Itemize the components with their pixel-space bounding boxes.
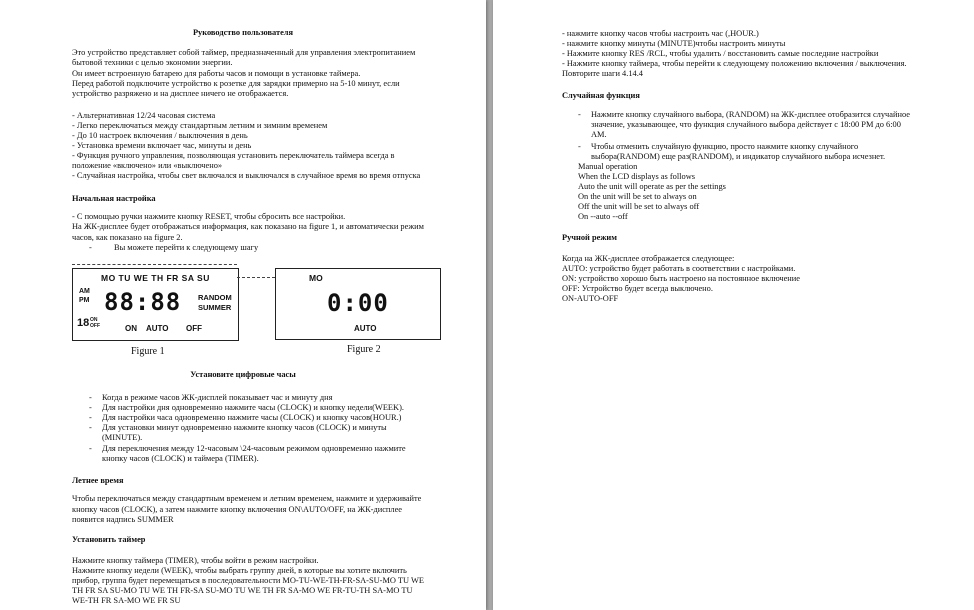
summer-line: кнопку часов (CLOCK), а затем нажмите кнопку включения ON\AUTO/OFF, на ЖК-дисплее <box>72 505 403 514</box>
feature-item: - Легко переключаться между стандартным летним и зимним временем <box>72 121 328 130</box>
clock-item: Для настройки часа одновременно нажмите часы (CLOCK) и кнопку часов(HOUR.) <box>102 413 402 422</box>
english-line: Off the unit will be set to always off <box>578 202 700 211</box>
lcd-summer: SUMMER <box>198 303 232 312</box>
figure-2-caption: Figure 2 <box>347 344 381 355</box>
feature-item: - Функция ручного управления, позволяющая установить переключатель таймера всегда в <box>72 151 395 160</box>
manual-line: ON-AUTO-OFF <box>562 294 619 303</box>
timer-step: - нажмите кнопку минуты (MINUTE)чтобы настроить минуты <box>562 39 786 48</box>
lcd-days: MO TU WE TH FR SA SU <box>101 273 210 283</box>
intro-line: Это устройство представляет собой таймер, предназначенный для управления электропитанием <box>72 48 416 57</box>
lcd-on-small: ON <box>90 317 98 323</box>
timer-line: WE-TH FR SA-MO WE FR SU <box>72 596 181 605</box>
intro-line: Перед работой подключите устройство к розетке для зарядки примерно на 5-10 минут, если <box>72 79 400 88</box>
figure-divider <box>72 264 237 265</box>
bullet-dash: - <box>89 243 92 252</box>
clock-item: кнопку часов (CLOCK) и таймера (TIMER). <box>102 454 259 463</box>
feature-item: - Альтернативная 12/24 часовая система <box>72 111 216 120</box>
bullet-dash: - <box>578 110 581 119</box>
lcd-pm: PM <box>79 297 90 304</box>
random-item: выбора(RANDOM) еще раз(RANDOM), и индикатор случайного выбора исчезнет. <box>591 152 886 161</box>
timer-step: Повторите шаги 4.14.4 <box>562 69 643 78</box>
timer-line: TH FR SA SU-MO TU WE TH FR-SA SU-MO TU WE TH FR SA-MO WE FR-TU-TH SA-MO TU <box>72 586 413 595</box>
lcd-auto: AUTO <box>354 324 377 333</box>
random-item: AM. <box>591 130 607 139</box>
lcd-figure-1 <box>72 268 239 341</box>
document-page-right <box>493 0 974 610</box>
section-heading-random: Случайная функция <box>562 91 640 100</box>
intro-line: Он имеет встроенную батарею для работы часов и помощи в установке таймера. <box>72 69 361 78</box>
random-item: Чтобы отменить случайную функцию, просто нажмите кнопку случайного <box>591 142 859 151</box>
feature-item: - Случайная настройка, чтобы свет включался и выключался в случайное время во время отпуска <box>72 171 421 180</box>
lcd-random: RANDOM <box>198 293 232 302</box>
english-line: When the LCD displays as follows <box>578 172 696 181</box>
bullet-dash: - <box>89 444 92 453</box>
lcd-auto: AUTO <box>146 324 169 333</box>
random-item: значение, указывающее, что функция случайного выбора действует с 18:00 PM до 6:00 <box>591 120 901 129</box>
section-heading-manual: Ручной режим <box>562 233 617 242</box>
section-heading-timer: Установить таймер <box>72 535 146 544</box>
figure-connector <box>237 277 275 278</box>
feature-item: - Установка времени включает час, минуты и день <box>72 141 252 150</box>
manual-line: AUTO: устройство будет работать в соответствии с настройками. <box>562 264 796 273</box>
document-page-left <box>0 0 486 610</box>
lcd-on: ON <box>125 324 137 333</box>
clock-item: Когда в режиме часов ЖК-дисплей показывает час и минуту дня <box>102 393 333 402</box>
feature-item: - До 10 настроек включения / выключения в день <box>72 131 248 140</box>
clock-item: Для установки минут одновременно нажмите кнопку часов (CLOCK) и минуты <box>102 423 387 432</box>
figure-1-caption: Figure 1 <box>131 346 165 357</box>
timer-line: Нажмите кнопку недели (WEEK), чтобы выбрать группу дней, в которые вы хотите включить <box>72 566 407 575</box>
bullet-dash: - <box>578 142 581 151</box>
lcd-off-small: OFF <box>90 323 100 329</box>
clock-item: Для настройки дня одновременно нажмите часы (CLOCK) и кнопку недели(WEEK). <box>102 403 404 412</box>
random-item: Нажмите кнопку случайного выбора, (RANDOM) на ЖК-дисплее отобразится случайное <box>591 110 910 119</box>
section-heading-summer: Летнее время <box>72 476 124 485</box>
timer-step: - Нажмите кнопку таймера, чтобы перейти к следующему положению включения / выключения. <box>562 59 907 68</box>
english-line: Manual operation <box>578 162 638 171</box>
initial-line: - С помощью ручки нажмите кнопку RESET, чтобы сбросить все настройки. <box>72 212 346 221</box>
clock-item: Для переключения между 12-часовым \24-часовым режимом одновременно нажмите <box>102 444 406 453</box>
summer-line: Чтобы переключаться между стандартным временем и летним временем, нажмите и удерживайте <box>72 494 422 503</box>
initial-bullet: Вы можете перейти к следующему шагу <box>114 243 259 252</box>
lcd-day: MO <box>309 273 323 283</box>
timer-line: Нажмите кнопку таймера (TIMER), чтобы войти в режим настройки. <box>72 556 319 565</box>
lcd-figure-2 <box>275 268 441 340</box>
lcd-time-digits: 0:00 <box>327 289 389 317</box>
manual-line: OFF: Устройство будет всегда выключено. <box>562 284 713 293</box>
manual-line: Когда на ЖК-дисплее отображается следующее: <box>562 254 735 263</box>
lcd-time-digits: 88:88 <box>104 288 182 316</box>
bullet-dash: - <box>89 393 92 402</box>
intro-line: устройство разряжено и на дисплее ничего не отображается. <box>72 89 289 98</box>
intro-line: бытовой техники с целью экономии энергии. <box>72 58 233 67</box>
initial-line: часов, как показано на figure 2. <box>72 233 183 242</box>
timer-step: - нажмите кнопку часов чтобы настроить час (,HOUR.) <box>562 29 759 38</box>
manual-line: ON: устройство хорошо быть настроено на постоянное включение <box>562 274 800 283</box>
timer-line: прибор, группа будет перемещаться в последовательности MO-TU-WE-TH-FR-SA-SU-MO TU WE <box>72 576 425 585</box>
feature-item: положение «включено» или «выключено» <box>72 161 223 170</box>
summer-line: появится надпись SUMMER <box>72 515 174 524</box>
english-line: Auto the unit will operate as per the settings <box>578 182 726 191</box>
initial-line: На ЖК-дисплее будет отображаться информация, как показано на figure 1, и автоматически режим <box>72 222 424 231</box>
section-heading-clock: Установите цифровые часы <box>190 370 296 379</box>
lcd-program-number: 18 <box>77 317 90 329</box>
timer-step: - Нажмите кнопку RES /RCL, чтобы удалить / восстановить самые последние настройки <box>562 49 879 58</box>
page-title: Руководство пользователя <box>192 28 294 37</box>
section-heading-initial: Начальная настройка <box>72 194 156 203</box>
english-line: On --auto --off <box>578 212 628 221</box>
clock-item: (MINUTE). <box>102 433 143 442</box>
bullet-dash: - <box>89 403 92 412</box>
lcd-am: AM <box>79 288 90 295</box>
bullet-dash: - <box>89 423 92 432</box>
bullet-dash: - <box>89 413 92 422</box>
lcd-off: OFF <box>186 324 202 333</box>
english-line: On the unit will be set to always on <box>578 192 697 201</box>
